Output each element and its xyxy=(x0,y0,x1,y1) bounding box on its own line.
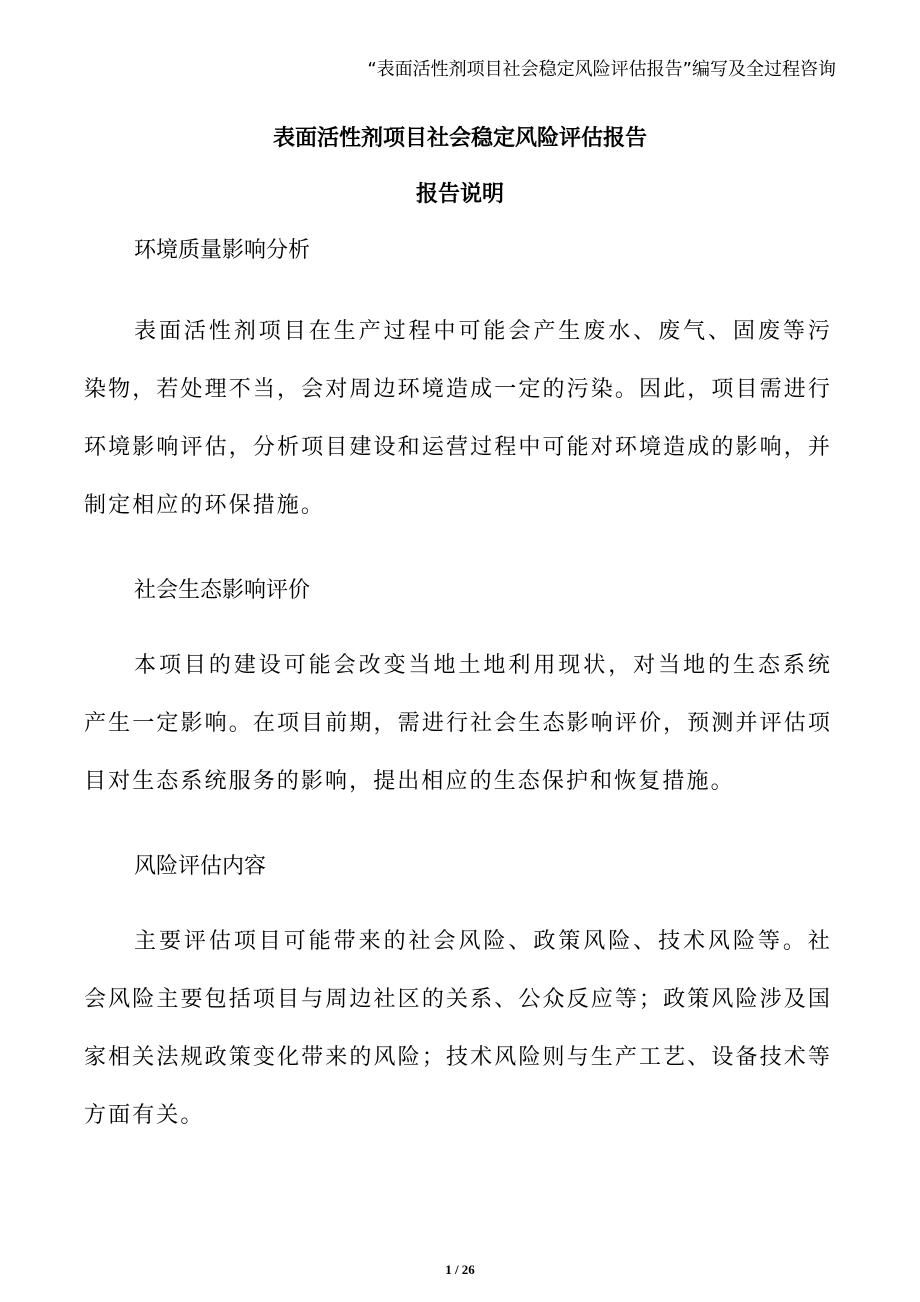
section-heading-environment: 环境质量影响分析 xyxy=(134,238,311,263)
running-header: “表面活性剂项目社会稳定风险评估报告”编写及全过程咨询 xyxy=(367,59,836,80)
section-paragraph-environment: 表面活性剂项目在生产过程中可能会产生废水、废气、固废等污染物，若处理不当，会对周边环境造成一定的污染。因此，项目需进行环境影响评估，分析项目建设和运营过程中可能对环境造成的影响，并制定相应的环保措施。 xyxy=(84,319,832,518)
section-heading-ecology: 社会生态影响评价 xyxy=(134,578,311,603)
section-heading-risk: 风险评估内容 xyxy=(134,854,267,879)
document-title: 表面活性剂项目社会稳定风险评估报告 xyxy=(272,126,647,151)
section-paragraph-ecology: 本项目的建设可能会改变当地土地利用现状，对当地的生态系统产生一定影响。在项目前期，需进行社会生态影响评价，预测并评估项目对生态系统服务的影响，提出相应的生态保护和恢复措施。 xyxy=(84,653,832,794)
document-subtitle: 报告说明 xyxy=(415,182,504,207)
page-number: 1 / 26 xyxy=(445,1262,475,1277)
section-paragraph-risk: 主要评估项目可能带来的社会风险、政策风险、技术风险等。社会风险主要包括项目与周边社区的关系、公众反应等；政策风险涉及国家相关法规政策变化带来的风险；技术风险则与生产工艺、设备技术等方面有关。 xyxy=(84,929,832,1128)
